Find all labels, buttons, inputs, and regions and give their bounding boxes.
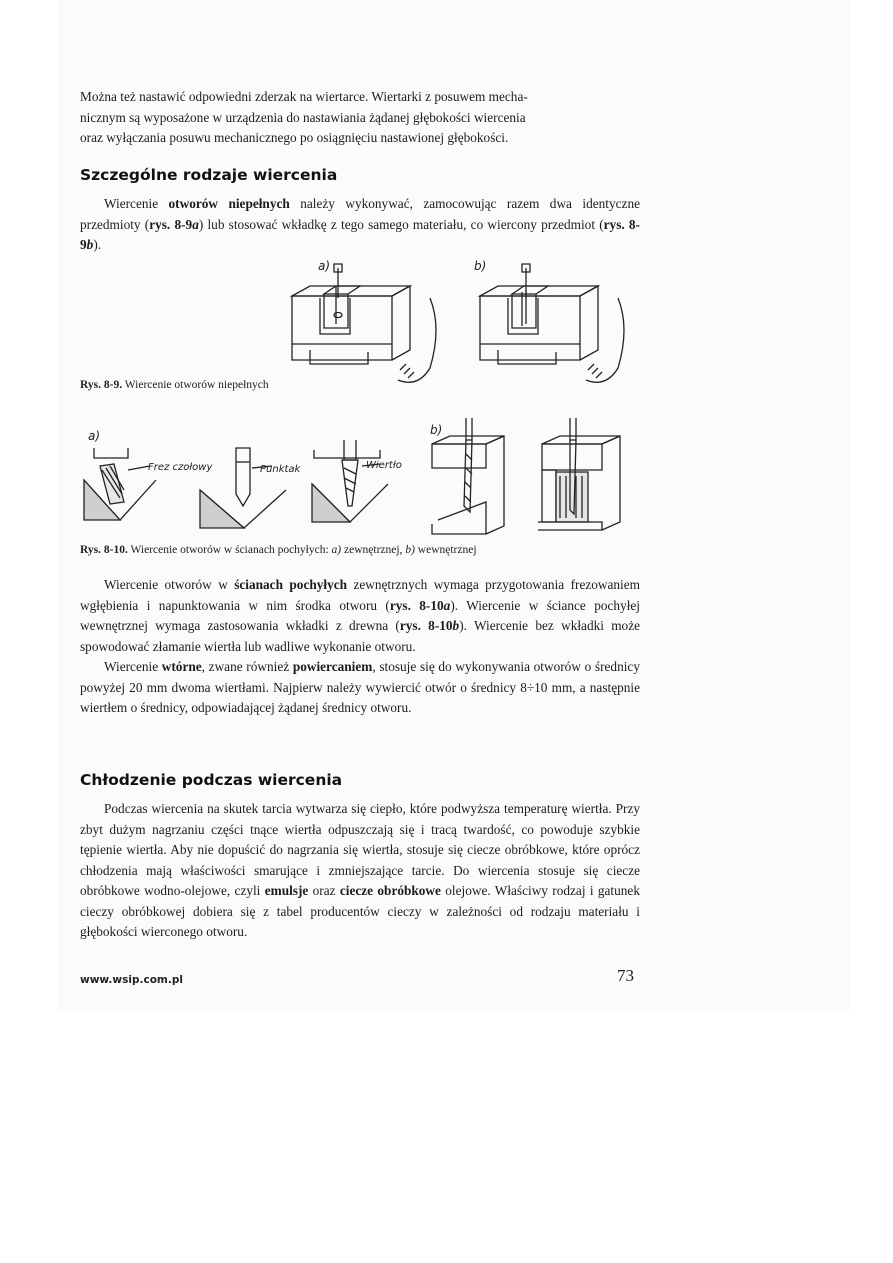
top-line-1: Można też nastawić odpowiedni zderzak na wiertarce. Wiertarki z posuwem mecha- <box>80 89 528 104</box>
ref-fig-8-9b: rys. 8-9b <box>80 216 640 252</box>
ref-fig-8-10b: rys. 8-10b <box>399 618 460 633</box>
fig-8-10-tool-punch: Punktak <box>260 464 301 475</box>
term-secondary: wtórne <box>161 659 202 674</box>
top-line-3: oraz wyłączania posuwu mechanicznego po osiągnięciu nastawionej głębokości. <box>80 130 509 145</box>
fig-8-10-caption-number: Rys. 8-10. <box>80 544 128 556</box>
top-paragraph <box>80 87 640 149</box>
ref-fig-8-10a: rys. 8-10a <box>389 597 451 613</box>
figure-8-9-drawing <box>280 258 650 398</box>
ref-fig-8-9a: rys. 8-9a <box>149 216 199 232</box>
footer-url: www.wsip.com.pl <box>80 974 183 986</box>
inclined-walls-paragraphs <box>80 575 640 719</box>
figure-8-10-drawing <box>80 410 655 540</box>
fig-8-9-label-a: a) <box>318 259 331 273</box>
term-emulsions: emulsje <box>264 883 309 898</box>
page-number: 73 <box>617 966 634 985</box>
term-incomplete-holes: otworów niepełnych <box>168 196 290 211</box>
fig-8-9-caption-text: Wiercenie otworów niepełnych <box>122 379 269 391</box>
secondary-drilling-paragraph: Wiercenie wtórne, zwane również powiercaniem, stosuje się do wykonywania otworów o średnicy powyżej 20 mm dwoma wiertłami. Najpierw należy wywiercić otwór o średnicy 8÷10 mm, a następnie wiertłem o średnicy, odpowiadającej żądanej średnicy otworu. <box>80 659 640 715</box>
cooling-paragraph: Podczas wiercenia na skutek tarcia wytwarza się ciepło, które podwyższa temperaturę wiertła. Przy zbyt dużym nagrzaniu części tnące wiertła odpuszczają się i tracą twardość, co powoduje szybkie tępienie wiertła. Aby nie dopuścić do nagrzania się wiertła, stosuje się ciecze obróbkowe, które oprócz chłodzenia mają właściwości smarujące i zmniejszające tarcie. Do wiercenia stosuje się ciecze obróbkowe wodno-olejowe, czyli emulsje oraz ciecze obróbkowe olejowe. Właściwy rodzaj i gatunek cieczy obróbkowej dobiera się z tabel producentów cieczy w zależności od rodzaju materiału i głębokości wierconego otworu. <box>80 801 640 939</box>
top-line-2: nicznym są wyposażone w urządzenia do nastawiania żądanej głębokości wiercenia <box>80 109 526 125</box>
fig-8-10-tool-drill: Wiertło <box>366 460 402 471</box>
figure-8-9 <box>280 258 650 398</box>
figure-8-10 <box>80 410 655 540</box>
term-inclined-walls: ścianach pochyłych <box>234 577 348 592</box>
term-cutting-fluids: ciecze obróbkowe <box>339 883 441 898</box>
fig-8-10-label-a: a) <box>88 429 101 443</box>
section-heading-special-drilling: Szczególne rodzaje wiercenia <box>80 166 338 184</box>
section-heading-cooling: Chłodzenie podczas wiercenia <box>80 771 343 789</box>
fig-8-10-tool-face-mill: Frez czołowy <box>148 462 213 473</box>
figure-8-9-caption <box>80 378 270 392</box>
inclined-walls-paragraph: Wiercenie otworów w ścianach pochyłych zewnętrznych wymaga przygotowania frezowaniem wgłębienia i napunktowania w nim środka otworu (rys. 8-10a). Wiercenie w ściance pochyłej wewnętrznej wymaga zastosowania wkładki z drewna (rys. 8-10b). Wiercenie bez wkładki może spowodować złamanie wiertła lub wadliwe wykonanie otworu. <box>80 577 641 654</box>
fig-8-10-label-b: b) <box>430 423 443 437</box>
fig-8-9-caption-number: Rys. 8-9. <box>80 379 123 391</box>
figure-8-10-caption: Rys. 8-10. Wiercenie otworów w ścianach pochyłych: a) zewnętrznej, b) wewnętrznej <box>80 544 477 556</box>
term-reaming: powiercaniem <box>292 659 373 674</box>
special-drilling-paragraph: Wiercenie otworów niepełnych należy wykonywać, zamocowując razem dwa identyczne przedmioty (rys. 8-9a) lub stosować wkładkę z tego samego materiału, co wiercony przedmiot (rys. 8-9b). <box>80 196 640 252</box>
fig-8-9-label-b: b) <box>474 259 487 273</box>
